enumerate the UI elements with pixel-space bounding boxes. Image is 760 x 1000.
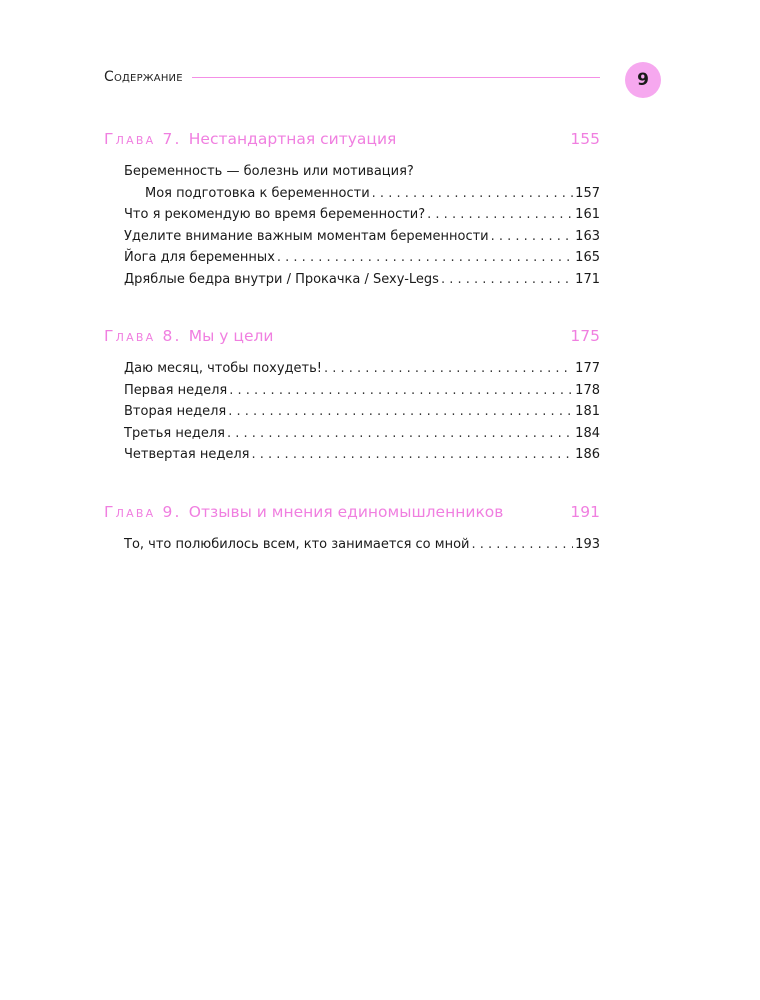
toc-entry-page: 163 [575, 228, 600, 244]
table-of-contents [104, 130, 600, 592]
toc-entry-page: 177 [575, 361, 600, 376]
toc-entry-page: 193 [575, 536, 600, 552]
chapter-8 [104, 327, 600, 469]
toc-entry-label: Четвертая неделя [124, 447, 250, 462]
toc-entry[interactable] [104, 250, 600, 272]
toc-entry-page: 161 [575, 207, 600, 222]
toc-entry[interactable] [104, 537, 600, 559]
chapter-7 [104, 130, 600, 293]
chapter-prefix: Глава 9. [104, 502, 189, 521]
toc-entry[interactable] [104, 272, 600, 294]
chapter-heading[interactable] [104, 130, 600, 154]
dot-leader [471, 537, 573, 552]
dot-leader [252, 447, 574, 462]
toc-entry-page: 157 [575, 185, 600, 201]
chapter-prefix: Глава 8. [104, 327, 189, 345]
running-header-title: Содержание [104, 69, 183, 85]
toc-entry[interactable] [104, 186, 600, 208]
dot-leader [229, 383, 573, 398]
chapter-9 [104, 503, 600, 559]
toc-entry-page: 171 [575, 271, 600, 287]
toc-entry-label: Что я рекомендую во время беременности? [124, 207, 426, 222]
chapter-prefix: Глава 7. [104, 130, 189, 148]
toc-entry-page: 165 [575, 250, 600, 265]
toc-entry-label: Беременность — болезнь или мотивация? [124, 164, 414, 179]
chapter-title: Мы у цели [188, 327, 274, 345]
toc-entry-label: Третья неделя [124, 425, 225, 441]
chapter-page: 155 [570, 130, 600, 148]
toc-entry-page: 186 [575, 447, 600, 462]
toc-entry[interactable] [104, 404, 600, 426]
toc-entry-label: Первая неделя [124, 382, 228, 398]
toc-entry[interactable] [104, 207, 600, 229]
toc-entry-page: 184 [575, 425, 600, 441]
dot-leader [324, 361, 573, 376]
chapter-heading[interactable] [104, 327, 600, 351]
page-number-badge: 9 [625, 62, 661, 98]
toc-entry[interactable] [104, 164, 600, 186]
toc-entry-label: Даю месяц, чтобы похудеть! [124, 361, 322, 376]
chapter-title: Нестандартная ситуация [188, 130, 397, 148]
header-rule [192, 77, 600, 78]
toc-entry[interactable] [104, 361, 600, 383]
toc-entry-label: Уделите внимание важным моментам беременности [124, 228, 489, 244]
toc-entry-page: 178 [575, 382, 600, 398]
dot-leader [427, 207, 573, 222]
toc-entry-label: Йога для беременных [124, 250, 275, 265]
toc-entry[interactable] [104, 383, 600, 405]
chapter-heading[interactable] [104, 503, 600, 527]
toc-entry[interactable] [104, 426, 600, 448]
dot-leader [441, 272, 573, 287]
toc-entry-page: 181 [575, 404, 600, 419]
dot-leader [491, 229, 574, 244]
toc-entry-label: Дряблые бедра внутри / Прокачка / Sexy-Legs [124, 271, 439, 287]
running-header [104, 68, 664, 98]
dot-leader [227, 426, 573, 441]
toc-entry[interactable] [104, 229, 600, 251]
toc-entry-label: То, что полюбилось всем, кто занимается со мной [124, 536, 470, 552]
toc-entry[interactable] [104, 447, 600, 469]
dot-leader [372, 186, 574, 201]
chapter-page: 175 [570, 327, 600, 345]
dot-leader [277, 250, 573, 265]
toc-entry-label: Вторая неделя [124, 404, 227, 419]
dot-leader [228, 404, 573, 419]
chapter-page: 191 [570, 502, 600, 521]
toc-entry-label: Моя подготовка к беременности [145, 185, 370, 201]
chapter-title: Отзывы и мнения единомышленников [188, 502, 504, 521]
